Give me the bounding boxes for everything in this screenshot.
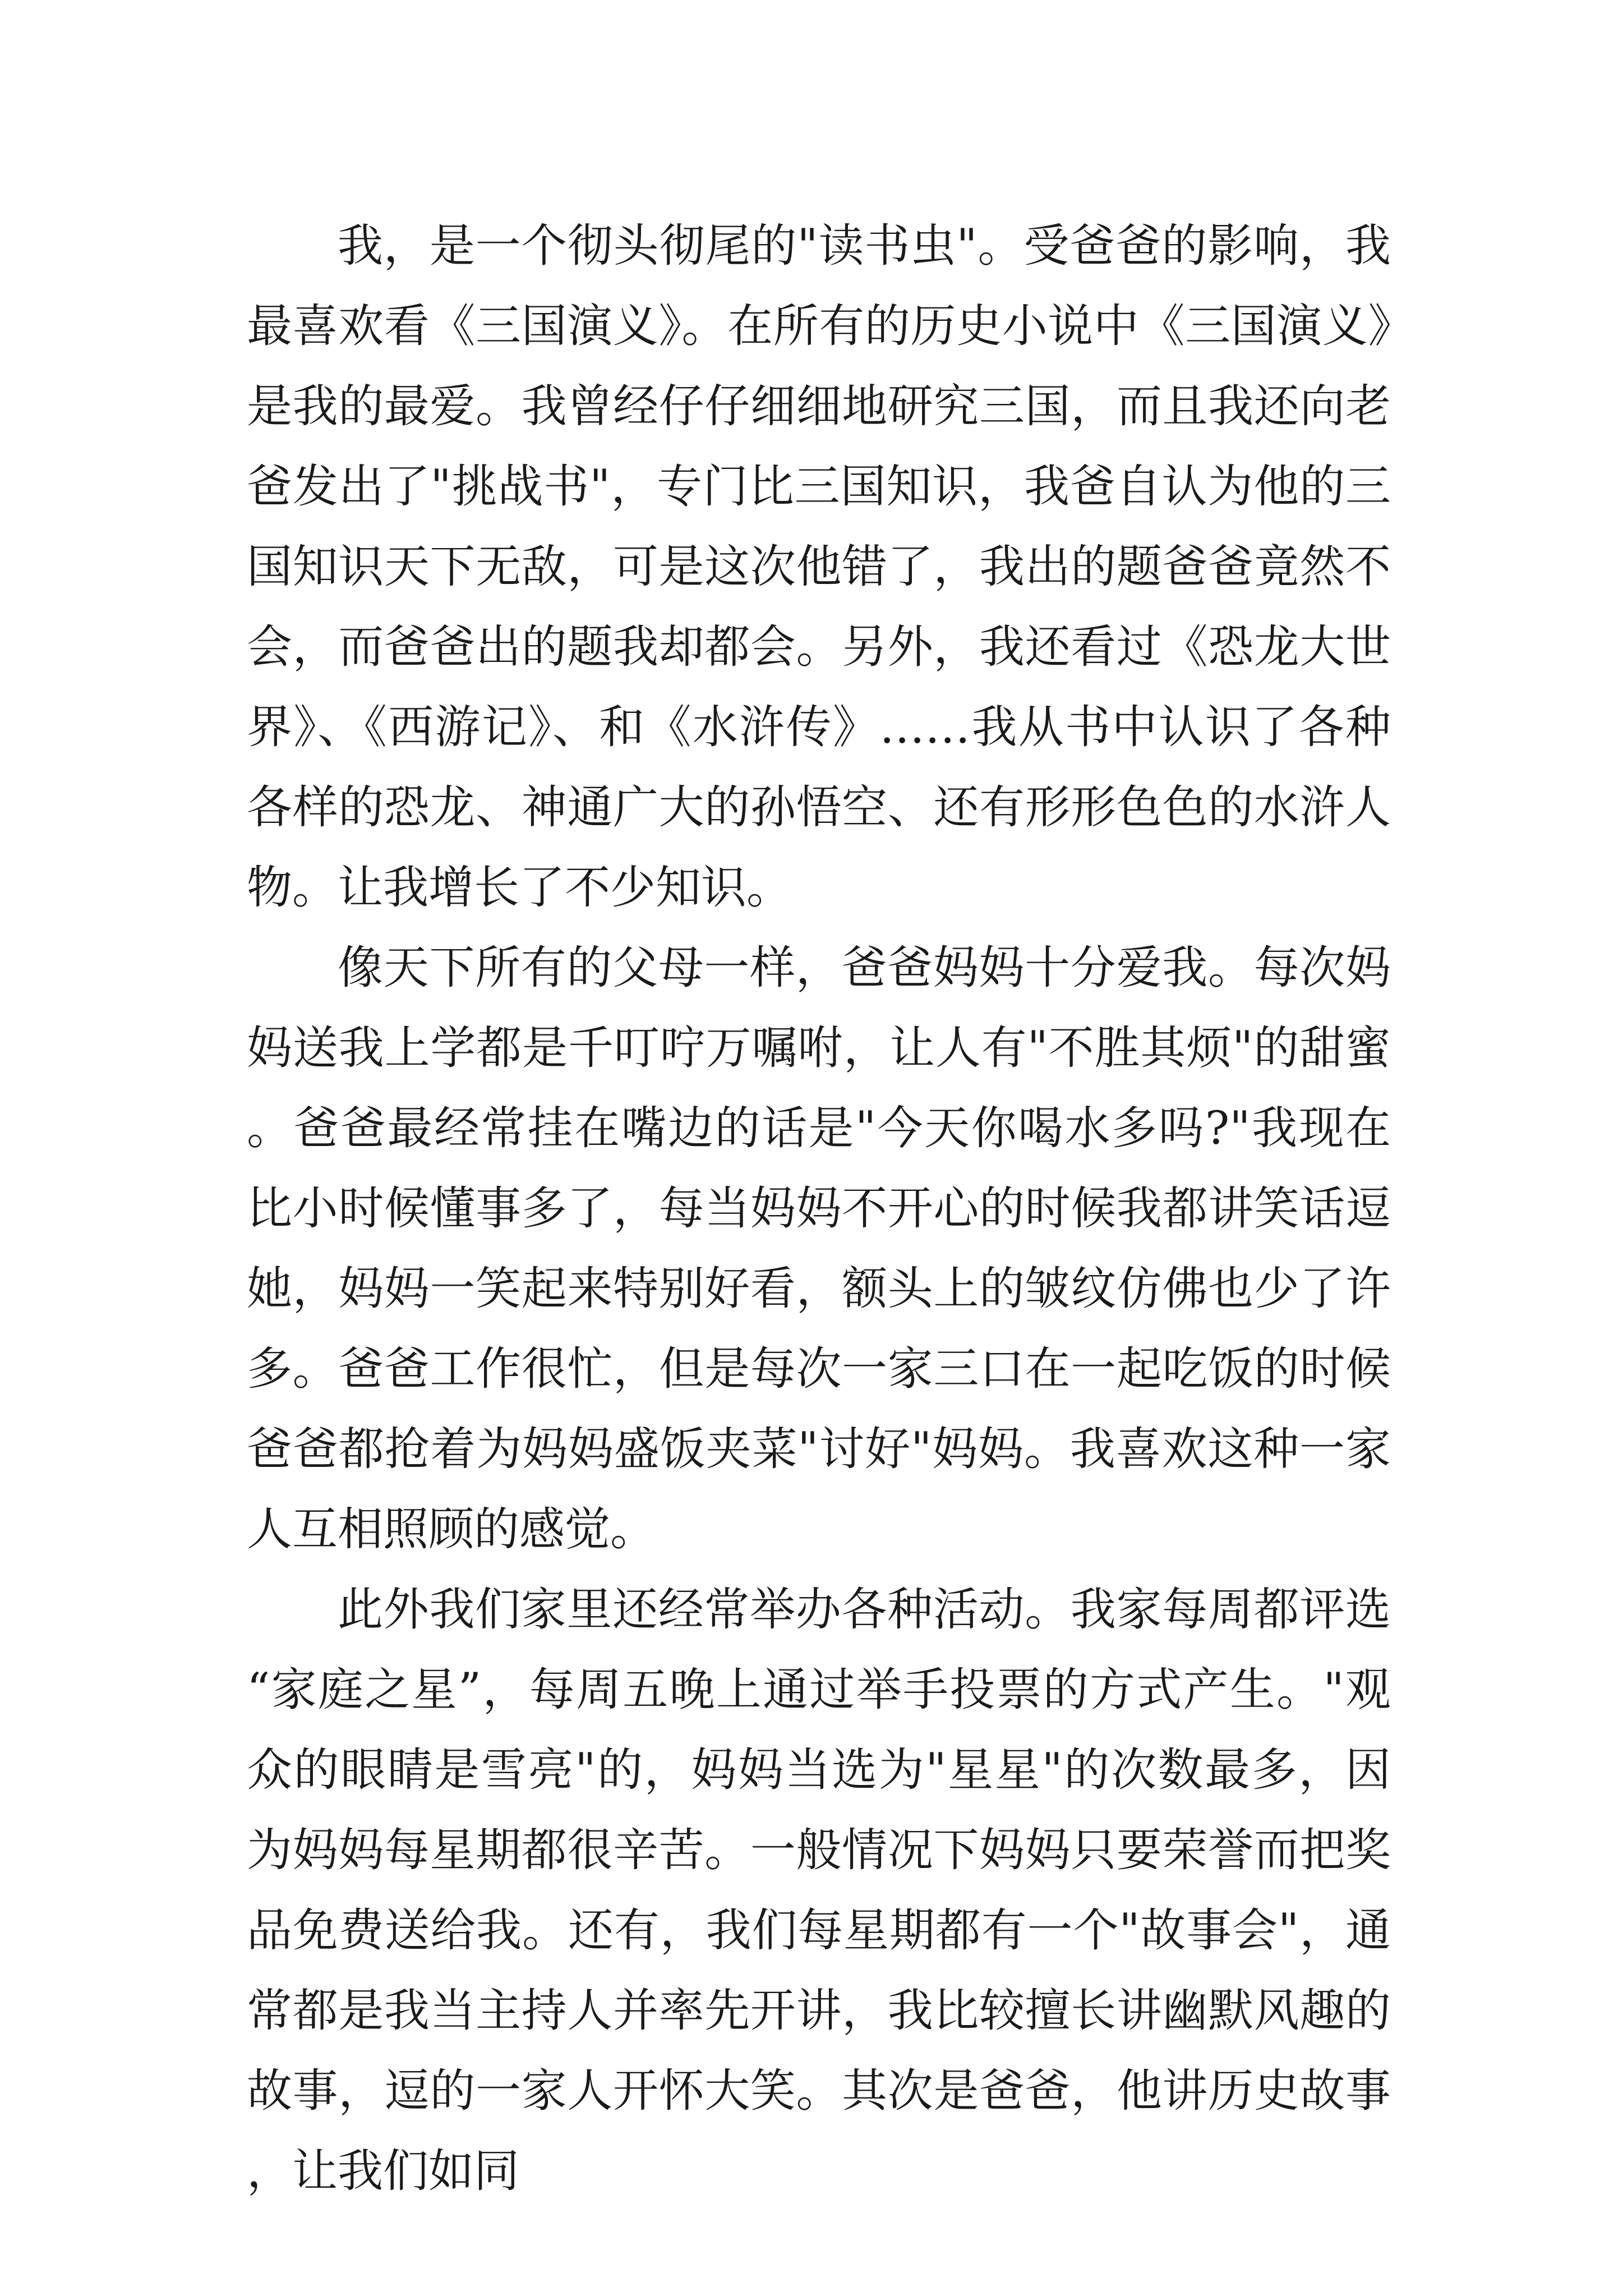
paragraph-parents: 像天下所有的父母一样，爸爸妈妈十分爱我。每次妈妈送我上学都是千叮咛万嘱咐，让人有"不胜其烦"的甜蜜。爸爸最经常挂在嘴边的话是"今天你喝水多吗?"我现在比小时候懂事多了，每当妈妈不开心的时候我都讲笑话逗她，妈妈一笑起来特别好看，额头上的皱纹仿佛也少了许多。爸爸工作很忙，但是每次一家三口在一起吃饭的时候爸爸都抢着为妈妈盛饭夹菜"讨好"妈妈。我喜欢这种一家人互相照顾的感觉。: [247, 942, 1391, 1556]
paragraph-activities: 此外我们家里还经常举办各种活动。我家每周都评选“家庭之星”，每周五晚上通过举手投票的方式产生。"观众的眼睛是雪亮"的，妈妈当选为"星星"的次数最多，因为妈妈每星期都很辛苦。一般情况下妈妈只要荣誉而把奖品免费送给我。还有，我们每星期都有一个"故事会"，通常都是我当主持人并率先开讲，我比较擅长讲幽默风趣的故事，逗的一家人开怀大笑。其次是爸爸，他讲历史故事，让我们如同: [247, 1584, 1391, 2198]
paragraph-reading: 我，是一个彻头彻尾的"读书虫"。受爸爸的影响，我最喜欢看《三国演义》。在所有的历史小说中《三国演义》是我的最爱。我曾经仔仔细细地研究三国，而且我还向老爸发出了"挑战书"，专门比三国知识，我爸自认为他的三国知识天下无敌，可是这次他错了，我出的题爸爸竟然不会，而爸爸出的题我却都会。另外，我还看过《恐龙大世界》、《西游记》、和《水浒传》……我从书中认识了各种各样的恐龙、神通广大的孙悟空、还有形形色色的水浒人物。让我增长了不少知识。: [247, 220, 1391, 914]
document-body: [247, 206, 1391, 2212]
